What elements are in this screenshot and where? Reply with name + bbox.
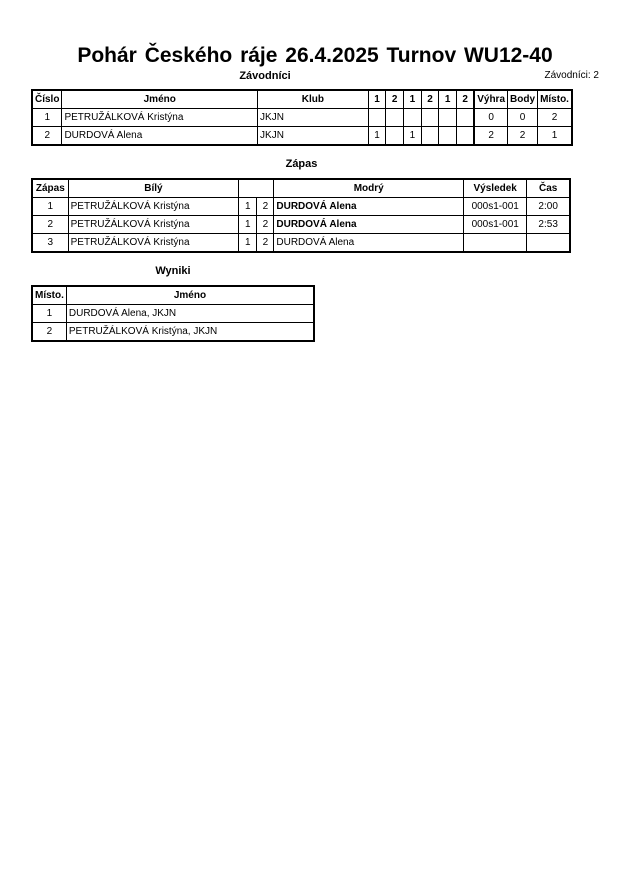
- table-row: [32, 216, 570, 234]
- col-time: Čas: [527, 179, 570, 198]
- round-score: [386, 127, 404, 146]
- page-title: Pohár Českého ráje 26.4.2025 Turnov WU12-40: [77, 44, 553, 67]
- round-score: [456, 109, 474, 127]
- result-place: 2: [32, 323, 66, 342]
- col-round: 2: [386, 90, 404, 109]
- col-name: Jméno: [62, 90, 258, 109]
- col-points: Body: [508, 90, 538, 109]
- competitor-count: Závodníci: 2: [544, 70, 599, 81]
- competitor-name: DURDOVÁ Alena: [62, 127, 258, 146]
- competitors-header-row: [32, 90, 572, 109]
- table-row: [32, 305, 314, 323]
- round-score: [439, 127, 457, 146]
- col-name: Jméno: [66, 286, 314, 305]
- round-score: [386, 109, 404, 127]
- table-row: [32, 234, 570, 253]
- results-table: [31, 285, 315, 342]
- col-round: 1: [368, 90, 386, 109]
- competitor-number: 2: [32, 127, 62, 146]
- competitors-table: [31, 89, 573, 146]
- round-score: 1: [404, 127, 422, 146]
- blue-competitor: DURDOVÁ Alena: [274, 234, 464, 253]
- round-score: 1: [368, 127, 386, 146]
- match-time: 2:00: [527, 198, 570, 216]
- table-row: [32, 109, 572, 127]
- competitor-name: PETRUŽÁLKOVÁ Kristýna: [62, 109, 258, 127]
- round-score: [404, 109, 422, 127]
- round-score: [421, 109, 439, 127]
- col-blue: Modrý: [274, 179, 464, 198]
- match-time: [527, 234, 570, 253]
- round-score: [368, 109, 386, 127]
- col-score: [239, 179, 274, 198]
- round-score: [421, 127, 439, 146]
- match-time: 2:53: [527, 216, 570, 234]
- col-round: 1: [404, 90, 422, 109]
- round-score: [439, 109, 457, 127]
- blue-competitor: DURDOVÁ Alena: [274, 198, 464, 216]
- competitor-club: JKJN: [258, 127, 369, 146]
- match-result: 000s1-001: [464, 216, 527, 234]
- white-competitor: PETRUŽÁLKOVÁ Kristýna: [68, 198, 239, 216]
- result-name: DURDOVÁ Alena, JKJN: [66, 305, 314, 323]
- results-header-row: [32, 286, 314, 305]
- competitor-place: 2: [538, 109, 572, 127]
- round-score: [456, 127, 474, 146]
- col-place: Místo.: [32, 286, 66, 305]
- matches-table: [31, 178, 571, 253]
- competitors-heading: Závodníci: [239, 70, 291, 82]
- competitor-wins: 0: [474, 109, 507, 127]
- col-wins: Výhra: [474, 90, 507, 109]
- white-order: 1: [239, 234, 257, 253]
- col-round: 2: [456, 90, 474, 109]
- competitor-points: 2: [508, 127, 538, 146]
- match-number: 1: [32, 198, 68, 216]
- col-result: Výsledek: [464, 179, 527, 198]
- table-row: [32, 198, 570, 216]
- table-row: [32, 323, 314, 342]
- blue-competitor: DURDOVÁ Alena: [274, 216, 464, 234]
- col-round: 2: [421, 90, 439, 109]
- col-round: 1: [439, 90, 457, 109]
- competitor-wins: 2: [474, 127, 507, 146]
- matches-heading: Zápas: [285, 158, 318, 170]
- blue-order: 2: [257, 198, 274, 216]
- white-competitor: PETRUŽÁLKOVÁ Kristýna: [68, 216, 239, 234]
- white-competitor: PETRUŽÁLKOVÁ Kristýna: [68, 234, 239, 253]
- col-match: Zápas: [32, 179, 68, 198]
- competitor-points: 0: [508, 109, 538, 127]
- competitor-club: JKJN: [258, 109, 369, 127]
- white-order: 1: [239, 198, 257, 216]
- result-name: PETRUŽÁLKOVÁ Kristýna, JKJN: [66, 323, 314, 342]
- competitor-number: 1: [32, 109, 62, 127]
- col-number: Číslo: [32, 90, 62, 109]
- col-white: Bílý: [68, 179, 239, 198]
- result-place: 1: [32, 305, 66, 323]
- match-result: [464, 234, 527, 253]
- table-row: [32, 127, 572, 146]
- match-number: 2: [32, 216, 68, 234]
- col-place: Místo.: [538, 90, 572, 109]
- competitor-place: 1: [538, 127, 572, 146]
- match-number: 3: [32, 234, 68, 253]
- results-heading: Wyniki: [155, 265, 191, 277]
- blue-order: 2: [257, 234, 274, 253]
- blue-order: 2: [257, 216, 274, 234]
- col-club: Klub: [258, 90, 369, 109]
- white-order: 1: [239, 216, 257, 234]
- matches-header-row: [32, 179, 570, 198]
- match-result: 000s1-001: [464, 198, 527, 216]
